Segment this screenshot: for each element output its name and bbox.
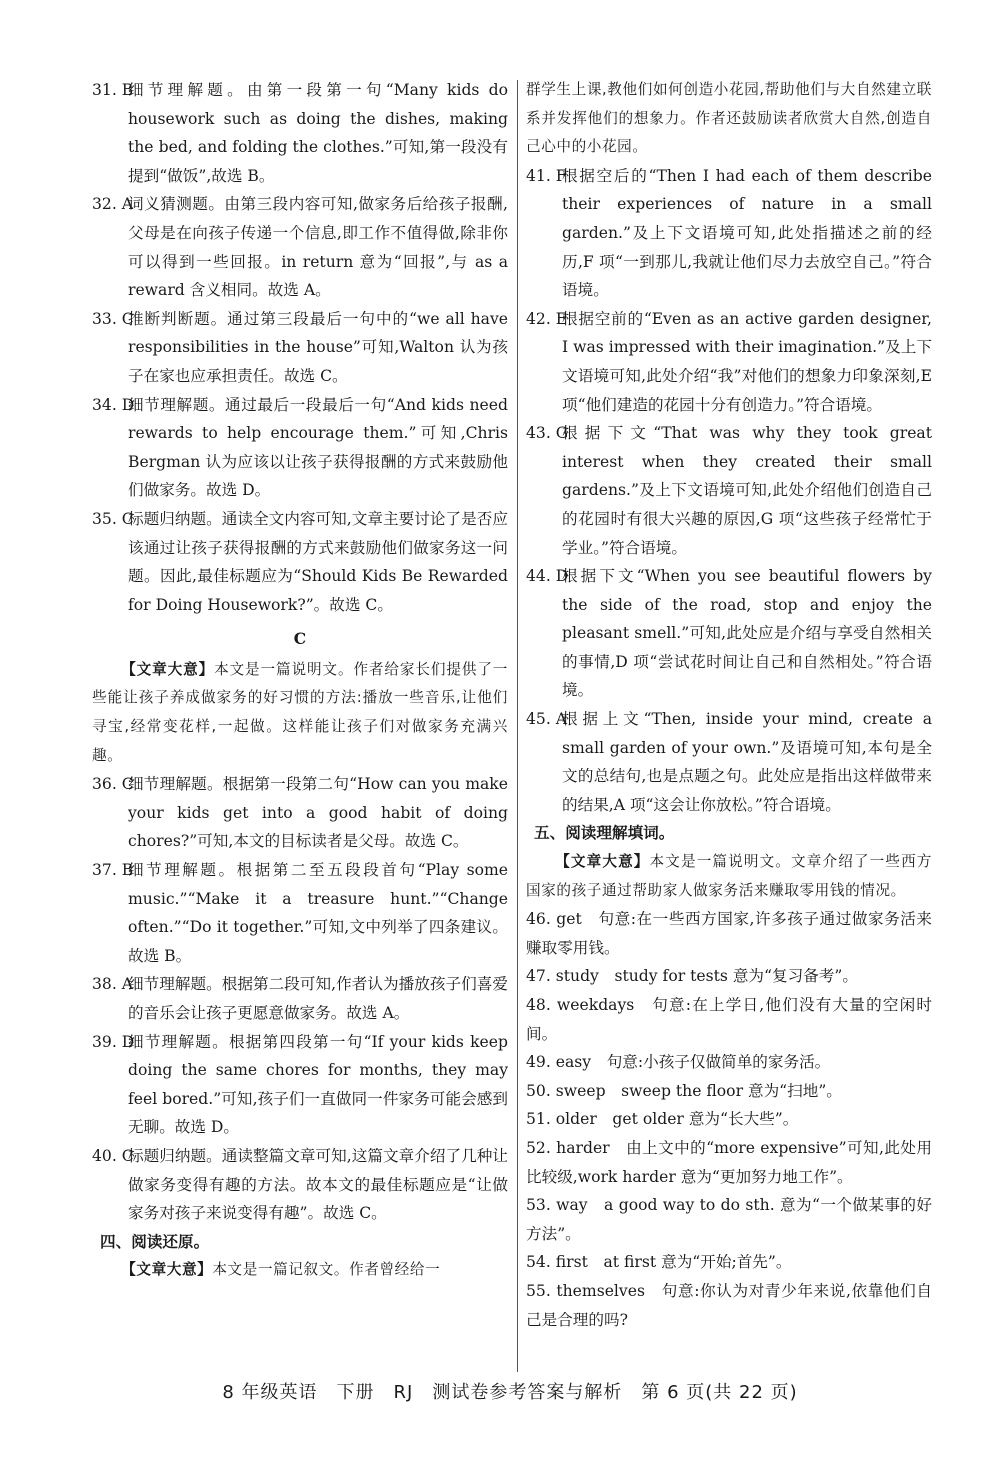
right-column <box>526 76 932 1334</box>
summary-c <box>92 656 508 770</box>
answer-number: 53. way <box>526 1196 588 1215</box>
left-column <box>92 76 508 1285</box>
answer-number: 40. C <box>92 1146 134 1165</box>
answer-53 <box>526 1191 932 1248</box>
answer-number: 55. themselves <box>526 1281 645 1300</box>
answer-43 <box>526 419 932 562</box>
answer-text: a good way to do sth. 意为“一个做某事的好方法”。 <box>526 1196 932 1243</box>
summary-tag: 【文章大意】 <box>121 1261 213 1279</box>
answer-text: 句意:在一些西方国家,许多孩子通过做家务活来赚取零用钱。 <box>526 910 932 957</box>
answer-number: 47. study <box>526 967 599 986</box>
answer-47 <box>526 962 932 991</box>
answer-text: 句意:在上学日,他们没有大量的空闲时间。 <box>526 996 932 1043</box>
answer-number: 54. first <box>526 1253 588 1272</box>
answer-32 <box>92 190 508 304</box>
summary-four-continued: 群学生上课,教他们如何创造小花园,帮助他们与大自然建立联系并发挥他们的想象力。作者还鼓励读者欣赏大自然,创造自己心中的小花园。 <box>526 81 932 156</box>
answer-text: 细节理解题。根据第四段第一句“If your kids keep doing the same chores for months, they may feel bored.”可知,孩子们一直做同一件家务可能会感到无聊。故选 D。 <box>128 1032 508 1137</box>
answer-number: 43. G <box>526 424 569 443</box>
answer-52 <box>526 1134 932 1191</box>
answer-number: 33. C <box>92 309 134 328</box>
answer-text: 标题归纳题。通读全文内容可知,文章主要讨论了是否应该通过让孩子获得报酬的方式来鼓励他们做家务这一问题。因此,最佳标题应为“Should Kids Be Rewarded for Doing Housework?”。故选 C。 <box>128 509 508 614</box>
answer-41 <box>526 162 932 305</box>
answer-46 <box>526 905 932 962</box>
summary-four <box>92 1256 508 1285</box>
answer-text: 细节理解题。由第一段第一句“Many kids do housework such as doing the dishes, making the bed, and folding the clothes.”可知,第一段没有提到“做饭”,故选 B。 <box>128 81 508 185</box>
answer-55 <box>526 1277 932 1334</box>
answer-45 <box>526 705 932 819</box>
answer-36 <box>92 770 508 856</box>
answer-text: 根据空前的“Even as an active garden designer, I was impressed with their imagination.”及上下文语境可知,此处介绍“我”对他们的想象力印象深刻,E 项“他们建造的花园十分有创造力。”符合语境。 <box>562 309 932 414</box>
answer-number: 35. C <box>92 509 134 528</box>
answer-35 <box>92 505 508 619</box>
answer-44 <box>526 562 932 705</box>
section-c-heading: C <box>293 629 307 649</box>
summary-tag: 【文章大意】 <box>121 660 215 678</box>
summary-five <box>526 848 932 905</box>
answer-40 <box>92 1142 508 1228</box>
answer-text: 推断判断题。通过第三段最后一句中的“we all have responsibilities in the house”可知,Walton 认为孩子在家也应承担责任。故选 C。 <box>128 309 508 385</box>
answer-number: 49. easy <box>526 1053 592 1072</box>
answer-text: 词义猜测题。由第三段内容可知,做家务后给孩子报酬,父母是在向孩子传递一个信息,即工作不值得做,除非你可以得到一些回报。in return 意为“回报”,与 as a reward 含义相同。故选 A。 <box>128 195 508 300</box>
summary-text: 本文是一篇记叙文。作者曾经给一 <box>212 1261 441 1279</box>
answer-text: 句意:小孩子仅做简单的家务活。 <box>606 1053 831 1072</box>
answer-number: 37. B <box>92 861 134 880</box>
answer-text: 句意:你认为对青少年来说,依靠他们自己是合理的吗? <box>526 1281 932 1329</box>
answer-number: 46. get <box>526 910 582 929</box>
answer-number: 52. harder <box>526 1138 610 1157</box>
answer-text: 根据空后的“Then I had each of them describe their experiences of nature in a small garden.”及上下文语境可知,此处指描述之前的经历,F 项“一到那儿,我就让他们尽力去放空自己。”符合语境。 <box>562 166 932 300</box>
answer-number: 39. D <box>92 1032 135 1051</box>
answer-text: 细节理解题。根据第一段第二句“How can you make your kids get into a good habit of doing chores?”可知,本文的目标读者是父母。故选 C。 <box>128 775 508 851</box>
answer-number: 41. F <box>526 166 567 185</box>
answer-number: 44. D <box>526 567 569 586</box>
answer-text: 根据下文“That was why they took great interest when they created their small gardens.”及上下文语境可知,此处介绍他们创造自己的花园时有很大兴趣的原因,G 项“这些孩子经常忙于学业。”符合语境。 <box>562 424 932 557</box>
page-footer: 8 年级英语 下册 RJ 测试卷参考答案与解析 第 6 页(共 22 页) <box>222 1382 798 1403</box>
summary-text: 本文是一篇说明文。作者给家长们提供了一些能让孩子养成做家务的好习惯的方法:播放一些音乐,让他们寻宝,经常变花样,一起做。这样能让孩子们对做家务充满兴趣。 <box>92 660 508 764</box>
answer-text: get older 意为“长大些”。 <box>612 1110 799 1129</box>
answer-number: 42. E <box>526 309 568 328</box>
answer-38 <box>92 970 508 1027</box>
answer-31 <box>92 76 508 190</box>
answer-text: 由上文中的“more expensive”可知,此处用比较级,work harder 意为“更加努力地工作”。 <box>526 1138 932 1186</box>
answer-number: 50. sweep <box>526 1081 606 1100</box>
answer-text: 标题归纳题。通读整篇文章可知,这篇文章介绍了几种让做家务变得有趣的方法。故本文的最佳标题应是“让做家务对孩子来说变得有趣”。故选 C。 <box>128 1146 508 1223</box>
answer-text: 细节理解题。根据第二至五段段首句“Play some music.”“Make it a treasure hunt.”“Change often.”“Do it together.”可知,文中列举了四条建议。故选 B。 <box>128 861 508 965</box>
answer-51 <box>526 1105 932 1134</box>
summary-tag: 【文章大意】 <box>555 853 650 871</box>
answer-number: 51. older <box>526 1110 597 1129</box>
section-five-heading: 五、阅读理解填词。 <box>534 824 675 843</box>
column-divider <box>517 80 518 1372</box>
answer-number: 48. weekdays <box>526 996 635 1014</box>
answer-33 <box>92 305 508 391</box>
answer-48 <box>526 991 932 1048</box>
answer-text: study for tests 意为“复习备考”。 <box>614 967 858 986</box>
answer-text: 根据下文“When you see beautiful flowers by the side of the road, stop and enjoy the pleasant smell.”可知,此处应是介绍与享受自然相关的事情,D 项“尝试花时间让自己和自然相处。”符合语境。 <box>562 567 932 700</box>
summary-text: 本文是一篇说明文。文章介绍了一些西方国家的孩子通过帮助家人做家务活来赚取零用钱的情况。 <box>526 853 932 899</box>
answer-number: 36. C <box>92 775 134 794</box>
answer-text: at first 意为“开始;首先”。 <box>603 1253 792 1272</box>
answer-number: 31. B <box>92 81 134 99</box>
answer-text: 细节理解题。通过最后一段最后一句“And kids need rewards to help encourage them.”可知,Chris Bergman 认为应该以让孩子获得报酬的方式来鼓励他们做家务。故选 D。 <box>128 395 508 500</box>
answer-54 <box>526 1248 932 1277</box>
answer-text: sweep the floor 意为“扫地”。 <box>621 1081 842 1100</box>
answer-42 <box>526 305 932 419</box>
answer-number: 45. A <box>526 710 568 729</box>
answer-text: 根据上文“Then, inside your mind, create a small garden of your own.”及语境可知,本句是全文的总结句,也是点题之句。此处应是指出这样做带来的结果,A 项“这会让你放松。”符合语境。 <box>562 710 932 814</box>
answer-50 <box>526 1077 932 1106</box>
answer-49 <box>526 1048 932 1077</box>
answer-39 <box>92 1028 508 1142</box>
section-four-heading: 四、阅读还原。 <box>100 1232 210 1251</box>
answer-number: 32. A <box>92 195 134 214</box>
answer-34 <box>92 391 508 505</box>
answer-37 <box>92 856 508 970</box>
answer-number: 34. D <box>92 395 135 414</box>
answer-text: 细节理解题。根据第二段可知,作者认为播放孩子们喜爱的音乐会让孩子更愿意做家务。故选 A。 <box>128 975 508 1022</box>
answer-number: 38. A <box>92 975 134 994</box>
